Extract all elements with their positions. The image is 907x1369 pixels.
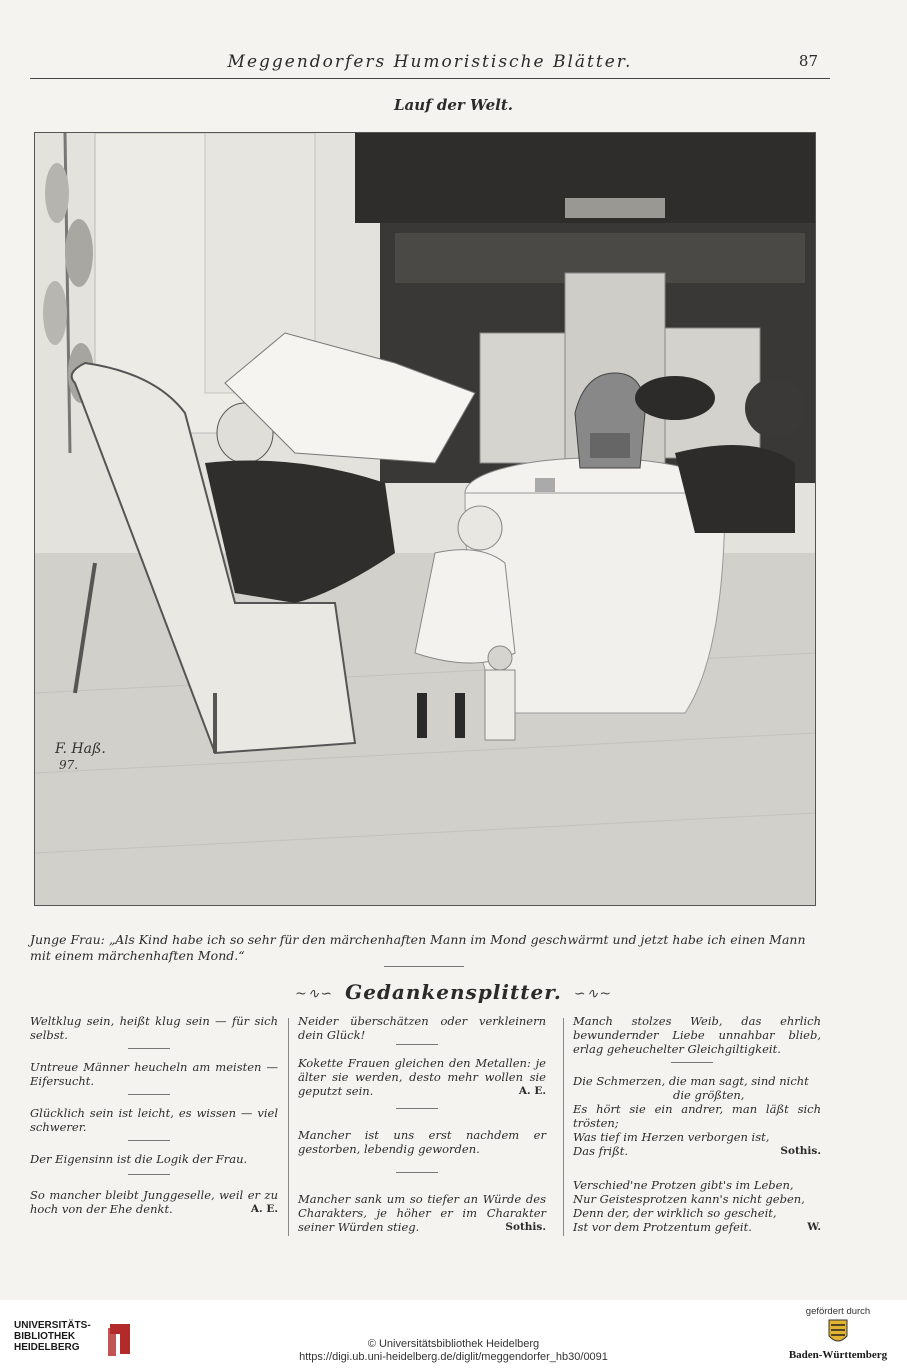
- artist-year: 97.: [59, 758, 79, 772]
- aphorism-signature: A. E.: [518, 1085, 546, 1097]
- funding-name[interactable]: Baden-Württemberg: [788, 1349, 888, 1361]
- footer: [0, 1300, 907, 1369]
- separator: [396, 1044, 438, 1045]
- illustration-drawing: [35, 133, 815, 905]
- caption-divider: [384, 966, 464, 967]
- section-heading-text: Gedankensplitter.: [345, 980, 562, 1004]
- poem-signature: W.: [807, 1221, 821, 1233]
- aphorism: Mancher sank um so tiefer an Würde des Charakters, je höher er im Charakter seiner Würden stieg. Sothis.: [298, 1192, 546, 1234]
- aphorism-columns: [30, 1014, 825, 1244]
- poem: Verschied'ne Protzen gibt's im Leben, Nur Geistesprotzen kann's nicht geben, Denn der, der wirklich so gescheit, Ist vor dem Protzentum gefeit. W.: [573, 1178, 821, 1234]
- separator: [128, 1140, 170, 1141]
- column-divider: [563, 1018, 564, 1236]
- page-number: 87: [798, 52, 818, 70]
- separator: [128, 1048, 170, 1049]
- separator: [396, 1172, 438, 1173]
- running-header: [30, 50, 830, 79]
- aphorism: So mancher bleibt Junggeselle, weil er zu hoch von der Ehe denkt. A. E.: [30, 1188, 278, 1216]
- aphorism: Neider überschätzen oder verkleinern dein Glück!: [298, 1014, 546, 1042]
- separator: [128, 1094, 170, 1095]
- poem: Die Schmerzen, die man sagt, sind nicht die größten, Es hört sie ein andrer, man läßt sich trösten; Was tief im Herzen verborgen ist, Das frißt. Sothis.: [573, 1074, 821, 1158]
- aphorism: Untreue Männer heucheln am meisten — Eifersucht.: [30, 1060, 278, 1088]
- separator: [671, 1062, 713, 1063]
- copyright: [0, 1338, 907, 1364]
- separator: [396, 1108, 438, 1109]
- column-3: [573, 1014, 821, 1239]
- aphorism: Kokette Frauen gleichen den Metallen: je älter sie werden, desto mehr wollen sie geputzt sein. A. E.: [298, 1056, 546, 1098]
- journal-title: Meggendorfers Humoristische Blätter.: [227, 52, 633, 72]
- permalink[interactable]: https://digi.ub.uni-heidelberg.de/diglit/meggendorfer_hb30/0091: [299, 1351, 608, 1363]
- aphorism-signature: A. E.: [250, 1203, 278, 1215]
- column-2: [298, 1014, 546, 1239]
- column-divider: [288, 1018, 289, 1236]
- funding-block: [783, 1306, 893, 1361]
- copyright-text: © Universitätsbibliothek Heidelberg: [367, 1338, 540, 1350]
- illustration: [34, 132, 816, 906]
- state-crest-icon: [821, 1318, 855, 1348]
- library-logo[interactable]: UNIVERSITÄTS- BIBLIOTHEK HEIDELBERG: [14, 1320, 134, 1360]
- section-heading: [0, 980, 907, 1004]
- aphorism: Mancher ist uns erst nachdem er gestorben, lebendig geworden.: [298, 1128, 546, 1156]
- left-flourish-icon: ~∿∽: [294, 985, 334, 1002]
- aphorism: Weltklug sein, heißt klug sein — für sich selbst.: [30, 1014, 278, 1042]
- column-1: [30, 1014, 278, 1239]
- aphorism-signature: Sothis.: [505, 1221, 546, 1233]
- artist-signature: F. Haß.: [55, 741, 106, 757]
- separator: [128, 1174, 170, 1175]
- aphorism: Der Eigensinn ist die Logik der Frau.: [30, 1152, 248, 1166]
- right-flourish-icon: ∽∿~: [573, 985, 613, 1002]
- illustration-title: Lauf der Welt.: [393, 96, 514, 114]
- illustration-caption: Junge Frau: „Als Kind habe ich so sehr für den märchenhaften Mann im Mond geschwärmt und jetzt habe ich einen Mann mit einem märchenhaften Mond.“: [30, 932, 806, 963]
- aphorism: Glücklich sein ist leicht, es wissen — viel schwerer.: [30, 1106, 278, 1134]
- funding-label: gefördert durch: [805, 1306, 871, 1317]
- aphorism: Manch stolzes Weib, das ehrlich bewundernder Liebe unnahbar blieb, erlag geheuchelter Gleichgiltigkeit.: [573, 1014, 821, 1056]
- poem-signature: Sothis.: [780, 1145, 821, 1157]
